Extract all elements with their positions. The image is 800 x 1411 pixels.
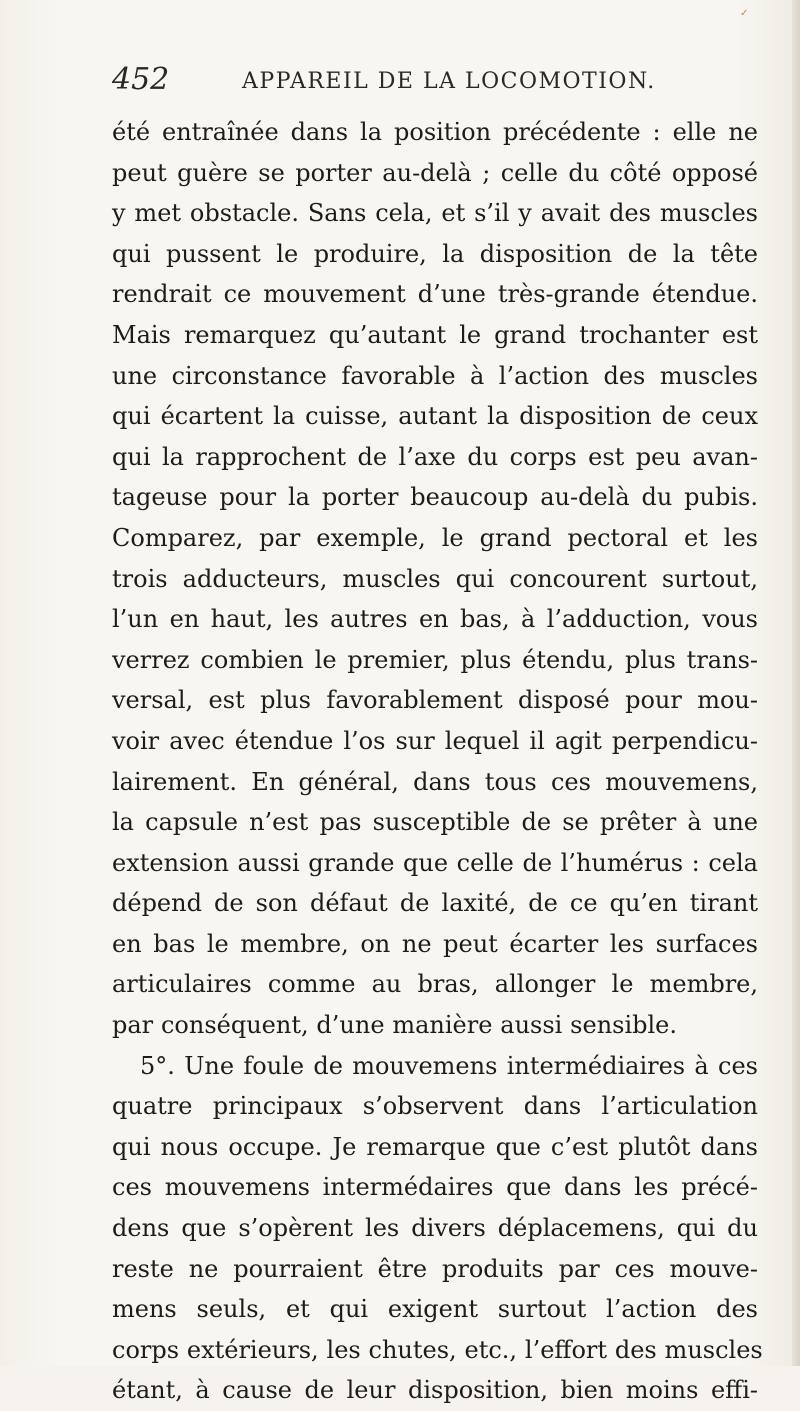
text-line: corps extérieurs, les chutes, etc., l’effort des muscles — [112, 1335, 763, 1364]
ink-speck-icon: ✓ — [740, 8, 749, 19]
text-line: une circonstance favorable à l’action des muscles — [112, 361, 758, 390]
text-line: verrez combien le premier, plus étendu, plus trans- — [112, 645, 758, 674]
text-line: 5°. Une foule de mouvemens intermédiaires à ces — [140, 1051, 758, 1080]
text-line: y met obstacle. Sans cela, et s’il y avait des muscles — [112, 199, 758, 228]
page-number: 452 — [112, 62, 170, 97]
text-line: extension aussi grande que celle de l’humérus : cela — [112, 848, 758, 877]
body-text — [112, 112, 763, 1411]
page-edge — [792, 0, 800, 1366]
text-line: en bas le membre, on ne peut écarter les surfaces — [112, 929, 758, 958]
text-line: reste ne pourraient être produits par ces mouve- — [112, 1254, 758, 1283]
text-line: qui nous occupe. Je remarque que c’est plutôt dans — [112, 1132, 758, 1161]
text-line: qui la rapprochent de l’axe du corps est peu avan- — [112, 442, 758, 471]
text-line: versal, est plus favorablement disposé pour mou- — [112, 686, 758, 715]
running-head: APPAREIL DE LA LOCOMOTION. — [242, 69, 656, 94]
text-line: dens que s’opèrent les divers déplacemens, qui du — [112, 1214, 758, 1243]
text-line: étant, à cause de leur disposition, bien moins effi- — [112, 1376, 758, 1405]
text-line: lairement. En général, dans tous ces mouvemens, — [112, 767, 758, 796]
text-line: tageuse pour la porter beaucoup au-delà du pubis. — [112, 483, 758, 512]
text-line: la capsule n’est pas susceptible de se prêter à une — [112, 808, 758, 837]
text-line: ces mouvemens intermédaires que dans les précé- — [112, 1173, 758, 1202]
text-line: peut guère se porter au-delà ; celle du côté opposé — [112, 158, 758, 187]
text-line: qui pussent le produire, la disposition de la tête — [112, 239, 758, 268]
text-line: été entraînée dans la position précédente : elle ne — [112, 118, 758, 146]
text-line: l’un en haut, les autres en bas, à l’adduction, vous — [112, 605, 758, 634]
text-line: articulaires comme au bras, allonger le membre, — [112, 970, 758, 999]
text-line: quatre principaux s’observent dans l’articulation — [112, 1092, 758, 1121]
text-line: Comparez, par exemple, le grand pectoral et les — [112, 523, 758, 552]
text-line: voir avec étendue l’os sur lequel il agit perpendicu- — [112, 726, 758, 755]
text-line: Mais remarquez qu’autant le grand trochanter est — [112, 320, 758, 349]
text-line: mens seuls, et qui exigent surtout l’action des — [112, 1295, 758, 1324]
text-line: dépend de son défaut de laxité, de ce qu’en tirant — [112, 889, 758, 918]
text-line: trois adducteurs, muscles qui concourent surtout, — [112, 564, 758, 593]
text-line: qui écartent la cuisse, autant la disposition de ceux — [112, 402, 758, 431]
text-line: par conséquent, d’une manière aussi sensible. — [112, 1011, 678, 1040]
text-line: rendrait ce mouvement d’une très-grande étendue. — [112, 280, 758, 309]
page-header — [112, 62, 752, 102]
